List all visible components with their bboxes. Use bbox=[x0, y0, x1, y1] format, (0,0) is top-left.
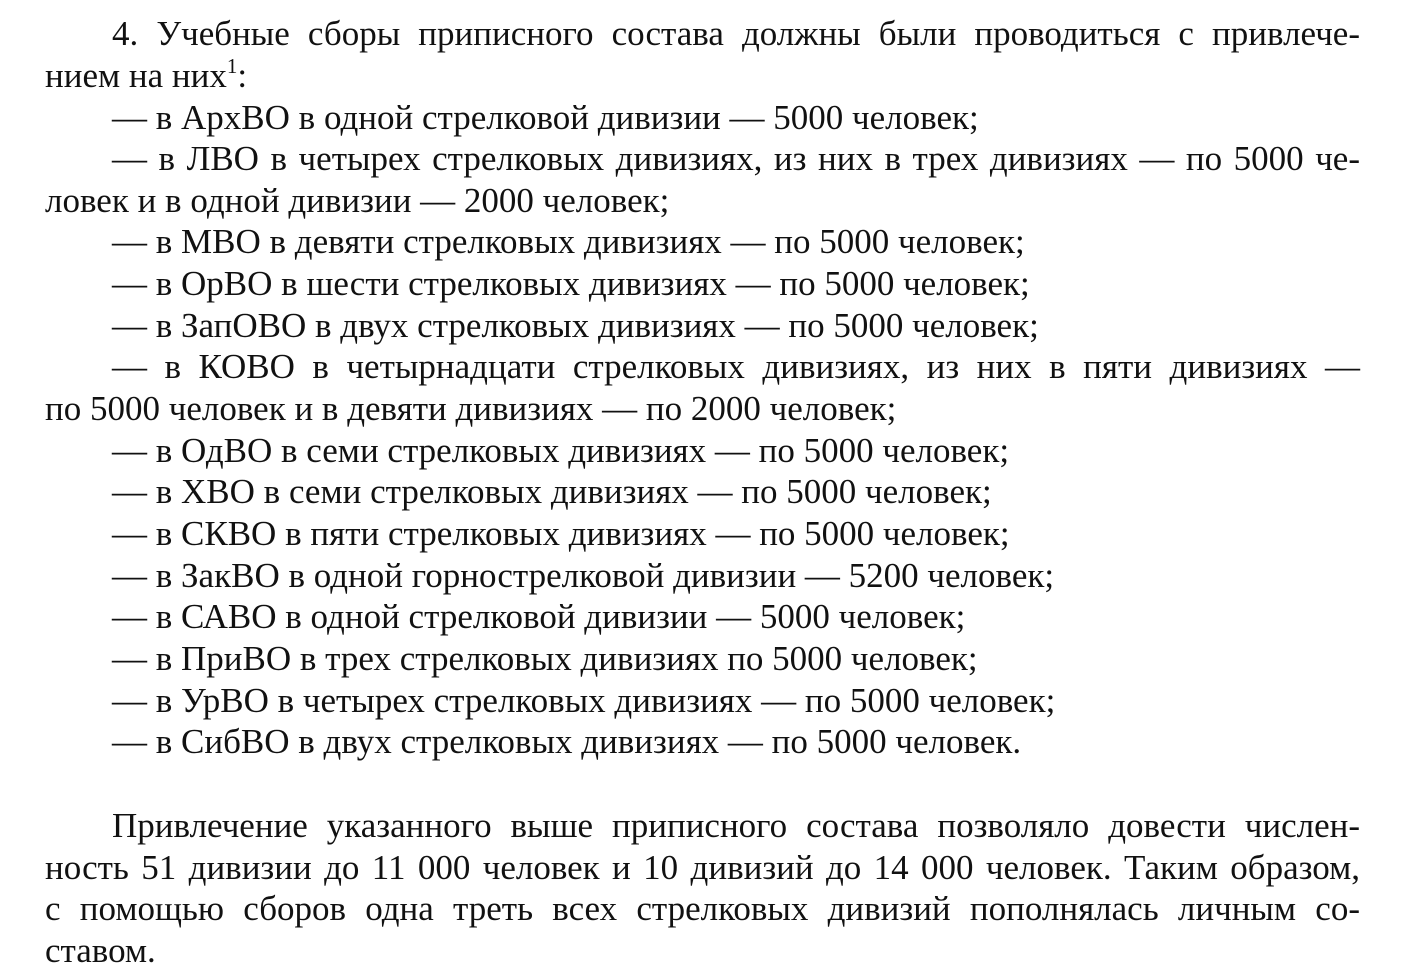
list-item-lvo-line-2: ловек и в одной дивизии — 2000 человек; bbox=[45, 181, 670, 220]
paragraph-2-line-3: с помощью сборов одна треть всех стрелковых дивизий пополнялась личным со- bbox=[45, 889, 1360, 928]
list-item-kovo-line-1: — в КОВО в четырнадцати стрелковых дивизиях, из них в пяти дивизиях — bbox=[112, 347, 1360, 386]
list-item-mvo: — в МВО в девяти стрелковых дивизиях — по 5000 человек; bbox=[112, 222, 1025, 261]
paragraph-2-line-4: ставом. bbox=[45, 931, 156, 970]
list-item-zapovo: — в ЗапОВО в двух стрелковых дивизиях — по 5000 человек; bbox=[112, 306, 1039, 345]
footnote-marker: 1 bbox=[226, 54, 238, 78]
item4-line-2 bbox=[45, 55, 1360, 97]
list-item-urvo: — в УрВО в четырех стрелковых дивизиях — по 5000 человек; bbox=[112, 681, 1056, 720]
item4-line-2-text: нием на них bbox=[45, 56, 227, 95]
paragraph-2-line-2: ность 51 дивизии до 11 000 человек и 10 дивизий до 14 000 человек. Таким образом, bbox=[45, 848, 1360, 887]
item4-line-2-colon: : bbox=[237, 56, 248, 95]
list-item-zakvo: — в ЗакВО в одной горнострелковой дивизии — 5200 человек; bbox=[112, 556, 1055, 595]
paragraph-2-line-1: Привлечение указанного выше приписного состава позволяло довести числен- bbox=[112, 806, 1360, 845]
list-item-savo: — в САВО в одной стрелковой дивизии — 5000 человек; bbox=[112, 597, 966, 636]
list-item-odvo: — в ОдВО в семи стрелковых дивизиях — по 5000 человек; bbox=[112, 431, 1010, 470]
item4-line-1: 4. Учебные сборы приписного состава должны были проводиться с привлече- bbox=[112, 14, 1360, 53]
list-item-orvo: — в ОрВО в шести стрелковых дивизиях — по 5000 человек; bbox=[112, 264, 1030, 303]
list-item-kovo-line-2: по 5000 человек и в девяти дивизиях — по 2000 человек; bbox=[45, 389, 897, 428]
list-item-sibvo: — в СибВО в двух стрелковых дивизиях — по 5000 человек. bbox=[112, 722, 1022, 761]
list-item-privo: — в ПриВО в трех стрелковых дивизиях по 5000 человек; bbox=[112, 639, 978, 678]
list-item-lvo-line-1: — в ЛВО в четырех стрелковых дивизиях, из них в трех дивизиях — по 5000 че- bbox=[112, 139, 1360, 178]
list-item-skvo: — в СКВО в пяти стрелковых дивизиях — по 5000 человек; bbox=[112, 514, 1010, 553]
list-item-arhvo: — в АрхВО в одной стрелковой дивизии — 5000 человек; bbox=[112, 98, 979, 137]
list-item-hvo: — в ХВО в семи стрелковых дивизиях — по 5000 человек; bbox=[112, 472, 992, 511]
